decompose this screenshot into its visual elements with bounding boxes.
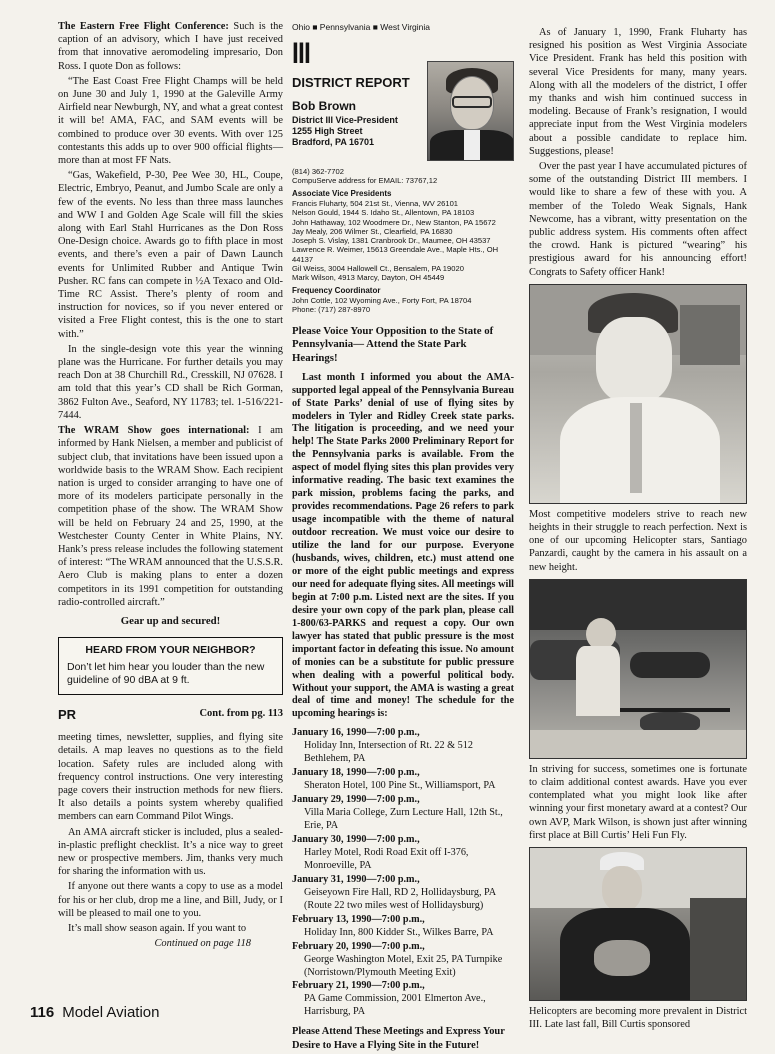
middle-column: [292, 22, 514, 1052]
paragraph: Last month I informed you about the AMA-supported legal appeal of the Pennsylvania Bureau of State Parks’ denial of use of flying sites by modelers in Tyler and Ridley Creek state parks. The litigation is proceeding, and we need your help! The State Parks 2000 Preliminary Report for the Pennsylvania parks is available. From the aspect of model flying sites this plan provides very informative reading. The basic text examines the park mission, problems facing the parks, and provides recommendations. Page 26 refers to park usage incompatible with the theme of natural outdoor recreation. We must voice our desire to utilize the land for our purpose. Everyone (husbands, wives, children, etc.) must attend one or more of the eight public meetings and express our need for adequate flying sites. All meetings will begin at 7:00 p.m. Listed next are the sites. If you desire your own copy of the park plan, please call 1-800/63-PARKS and request a copy. Our own lawyer has stated that public pressure is the most important factor in defeating this issue. No amount of monies can be a substitute for public pressure when dealing with a powerful political body. Without your support, the AMA is wasting a great deal of time and money! The schedule for the upcoming hearings is:: [292, 371, 514, 720]
vp-portrait-photo: [427, 61, 514, 161]
assoc-entry: Francis Fluharty, 504 21st St., Vienna, WV 26101: [292, 199, 459, 209]
schedule-item: [292, 874, 514, 913]
paragraph: If anyone out there wants a copy to use as a model for his or her club, drop me a line, and Bill, Judy, or I will be pleased to mail one to you.: [58, 881, 283, 919]
assoc-entry: Joseph S. Vislay, 1381 Cranbrook Dr., Maumee, OH 43537: [292, 236, 491, 246]
schedule-item: [292, 727, 514, 766]
closing-appeal: Please Attend These Meetings and Express Your Desire to Have a Flying Site in the Future!: [292, 1026, 505, 1051]
schedule-item: [292, 941, 514, 980]
right-column: [529, 26, 747, 1036]
page-footer: [30, 1004, 160, 1021]
schedule-place: George Washington Motel, Exit 25, PA Turnpike (Norristown/Plymouth Meeting Exit): [304, 953, 503, 978]
district-numeral: III: [292, 36, 311, 70]
vp-name: Bob Brown: [292, 99, 356, 114]
paragraph: It’s mall show season again. If you want to: [68, 922, 247, 934]
contest-winner-photo: [529, 847, 747, 1001]
schedule-date: January 30, 1990—7:00 p.m.,: [292, 834, 420, 845]
freq-heading: Frequency Coordinator: [292, 286, 381, 296]
schedule-place: Holiday Inn, Intersection of Rt. 22 & 512 Bethlehem, PA: [304, 740, 473, 765]
paragraph: An AMA aircraft sticker is included, plus a sealed-in-plastic preflight checklist. It’s a nice way to greet new or prospective members. Jim, thanks very much for sharing the information with us.: [58, 826, 283, 878]
hearing-schedule: [292, 727, 514, 1019]
paragraph-text: I am informed by Hank Nielsen, a member and publicist of subject club, that invitations have been issued upon a worldwide basis to the WRAM Show. Each recipient nation is urged to consider arranging to have one of more of its modelers participate personally in the competition phase of the show. The WRAM Show will be held on February 24 and 25, 1990, at the Westchester County Center in White Plains, NY. Hank’s press release includes the following statement of interest: “The WRAM announced that the U.S.S.R. Aero Club is making plans to enter a dozen competitors in its 1991 competition for outstanding radio-controlled aircraft.”: [58, 425, 283, 608]
photo-caption: Most competitive modelers strive to reach new heights in their struggle to reach perfection. Next is one of our upcoming Helicopter stars, Santiago Panzardi, caught by the camera in his assault on a new height.: [529, 508, 747, 573]
district-header: [292, 36, 514, 161]
schedule-date: January 18, 1990—7:00 p.m.,: [292, 767, 420, 779]
schedule-item: [292, 980, 514, 1019]
photo-caption: Helicopters are becoming more prevalent in District III. Late last fall, Bill Curtis sponsored: [529, 1006, 747, 1031]
freq-entry: John Cottle, 102 Wyoming Ave., Forty Fort, PA 18704: [292, 296, 472, 306]
freq-entry: Phone: (717) 287-8970: [292, 305, 371, 315]
paragraph: Over the past year I have accumulated pictures of some of the outstanding District III members. I would like to share a few of these with you. A member of the Toledo Weak Signals, Hank Newcome, has a vibrant, witty presentation on the public address system. His comments often affect the crowd. Hank is pictured “wearing” his prestigious award for his announcing effort! Congrats to Safety officer Hank!: [529, 161, 747, 278]
assoc-heading: Associate Vice Presidents: [292, 189, 392, 199]
vp-address-line: 1255 High Street: [292, 125, 363, 136]
schedule-date: February 20, 1990—7:00 p.m.,: [292, 940, 425, 952]
paragraph: As of January 1, 1990, Frank Fluharty has resigned his position as West Virginia Associate Vice President. Frank has held this position with several Vice Presidents for many, many years. Along with all the modelers of the district, I offer my thanks and wish him continued success in modeling. Because of Frank’s resignation, I would appreciate input from the West Virginia modelers about a possible candidate to replace him. Suggestions, please!: [529, 27, 747, 157]
vp-title: District III Vice-President: [292, 114, 398, 125]
continued-from: Cont. from pg. 113: [199, 707, 283, 719]
assoc-entry: Jay Mealy, 206 Wilmer St., Clearfield, PA 16830: [292, 226, 453, 236]
schedule-item: [292, 834, 514, 873]
left-column: [58, 20, 283, 950]
paragraph: [58, 20, 283, 73]
paragraph-text: Such is the caption of an advisory, which I have just received from that innovative aeromodeling impresario, Don Ross. I quote Don as follows:: [58, 21, 283, 72]
schedule-date: January 16, 1990—7:00 p.m.,: [292, 727, 420, 739]
paragraph: [58, 424, 283, 609]
box-heading: HEARD FROM YOUR NEIGHBOR?: [85, 643, 256, 656]
assoc-entry: John Hathaway, 102 Woodmere Dr., New Stanton, PA 15672: [292, 217, 496, 227]
schedule-item: [292, 767, 514, 793]
schedule-place: Sheraton Hotel, 100 Pine St., Williamsport, PA: [304, 780, 496, 792]
pr-header: [58, 707, 283, 724]
district-title: DISTRICT REPORT: [292, 74, 410, 90]
assoc-entry: Mark Wilson, 4913 Marcy, Dayton, OH 45449: [292, 273, 445, 283]
schedule-place: Geiseyown Fire Hall, RD 2, Hollidaysburg, PA (Route 22 two miles west of Hollidaysburg): [304, 886, 496, 911]
assoc-entry: Nelson Gould, 1944 S. Idaho St., Allentown, PA 18103: [292, 208, 475, 218]
vp-address-line: Bradford, PA 16701: [292, 137, 375, 148]
states-line: Ohio ■ Pennsylvania ■ West Virginia: [292, 22, 430, 32]
schedule-place: Holiday Inn, 800 Kidder St., Wilkes Barre, PA: [304, 926, 494, 938]
vp-email: CompuServe address for EMAIL: 73767,12: [292, 176, 438, 186]
schedule-item: [292, 794, 514, 833]
schedule-place: PA Game Commission, 2001 Elmerton Ave., Harrisburg, PA: [304, 993, 486, 1018]
paragraph: “The East Coast Free Flight Champs will be held on June 30 and July 1, 1990 at the Galeville Army Airfield near Newburgh, NY, and what a great contest it will be! AMA, FAC, and SAM events will be combined to produce over 30 events. With over 125 contestants this adds up to over 900 official flights—more than at most FF Nats.: [58, 75, 283, 167]
paragraph: “Gas, Wakefield, P-30, Pee Wee 30, HL, Coupe, Electric, Embryo, Peanut, and Jumbo Scale are only a few of the events. No less than three mass launches and WW I and Golden Age Scale will fill the skies along with Earl Stahl Hurricanes as the Don Ross One-Design choice. Awards go to fifth place in most events, and there’s even a pair of Dawn Launch events for Unlimited Rubber and Antique Twin Pusher. RC fans can compete in ½A Texaco and Old-Time RC Assist. There’s plenty of room and instruction for novices, so if you never entered or visited a Free Flight contest, this is the one to start with.”: [58, 170, 283, 340]
continued-on: Continued on page 118: [154, 938, 251, 950]
photo-caption: In striving for success, sometimes one is fortunate to claim additional contest awards. Have you ever contemplated what you might look like after winning your first monetary award at a contest? Our own AVP, Mark Wilson, is shown just after winning first place at Bill Curtis’ Heli Fun Fly.: [529, 763, 747, 841]
neighbor-notice-box: [58, 637, 283, 695]
assoc-entry: Gil Weiss, 3004 Hallowell Ct., Bensalem, PA 19020: [292, 263, 464, 273]
schedule-place: Villa Maria College, Zurn Lecture Hall, 12th St., Erie, PA: [304, 807, 503, 832]
schedule-item: [292, 914, 514, 940]
section-heading: Please Voice Your Opposition to the State of Pennsylvania— Attend the State Park Hearings!: [292, 324, 494, 364]
publication-name: Model Aviation: [62, 1004, 160, 1021]
lead-in: The WRAM Show goes international:: [58, 425, 250, 437]
page-number: 116: [30, 1004, 55, 1021]
schedule-date: February 13, 1990—7:00 p.m.,: [292, 913, 425, 925]
schedule-date: February 21, 1990—7:00 p.m.,: [292, 980, 425, 992]
assoc-entry: Lawrence R. Weimer, 15613 Greendale Ave., Maple Hts., OH 44137: [292, 245, 499, 264]
box-text: Don’t let him hear you louder than the new guideline of 90 dBA at 9 ft.: [67, 660, 265, 687]
helicopter-launch-photo: [529, 579, 747, 759]
paragraph: meeting times, newsletter, supplies, and flying site details. A map leaves no questions as to the field location. Safety rules are included along with frequency control instructions. One very interesting page covers their instruction methods for new fliers. It also details a points system whereby qualified members can earn Command Pilot Wings.: [58, 732, 283, 823]
pie-in-face-photo: [529, 284, 747, 504]
lead-in: The Eastern Free Flight Conference:: [58, 21, 229, 32]
pr-label: PR: [58, 706, 77, 722]
schedule-date: January 29, 1990—7:00 p.m.,: [292, 794, 420, 806]
paragraph: In the single-design vote this year the winning plane was the Hurricane. For further details you may reach Don at 38 Churchill Rd., Cresskill, NJ 07628. I am told that this year’s CD shall be Rich Gorman, 3862 Fulton Ave., Seaford, NY 11783; tel. 1-516/221-7444.: [58, 343, 283, 421]
gear-up-line: Gear up and secured!: [120, 614, 221, 627]
vp-phone: (814) 362-7702: [292, 166, 344, 176]
contact-block: [292, 167, 514, 315]
schedule-date: January 31, 1990—7:00 p.m.,: [292, 873, 420, 885]
schedule-place: Harley Motel, Rodi Road Exit off I-376, Monroeville, PA: [304, 846, 469, 871]
